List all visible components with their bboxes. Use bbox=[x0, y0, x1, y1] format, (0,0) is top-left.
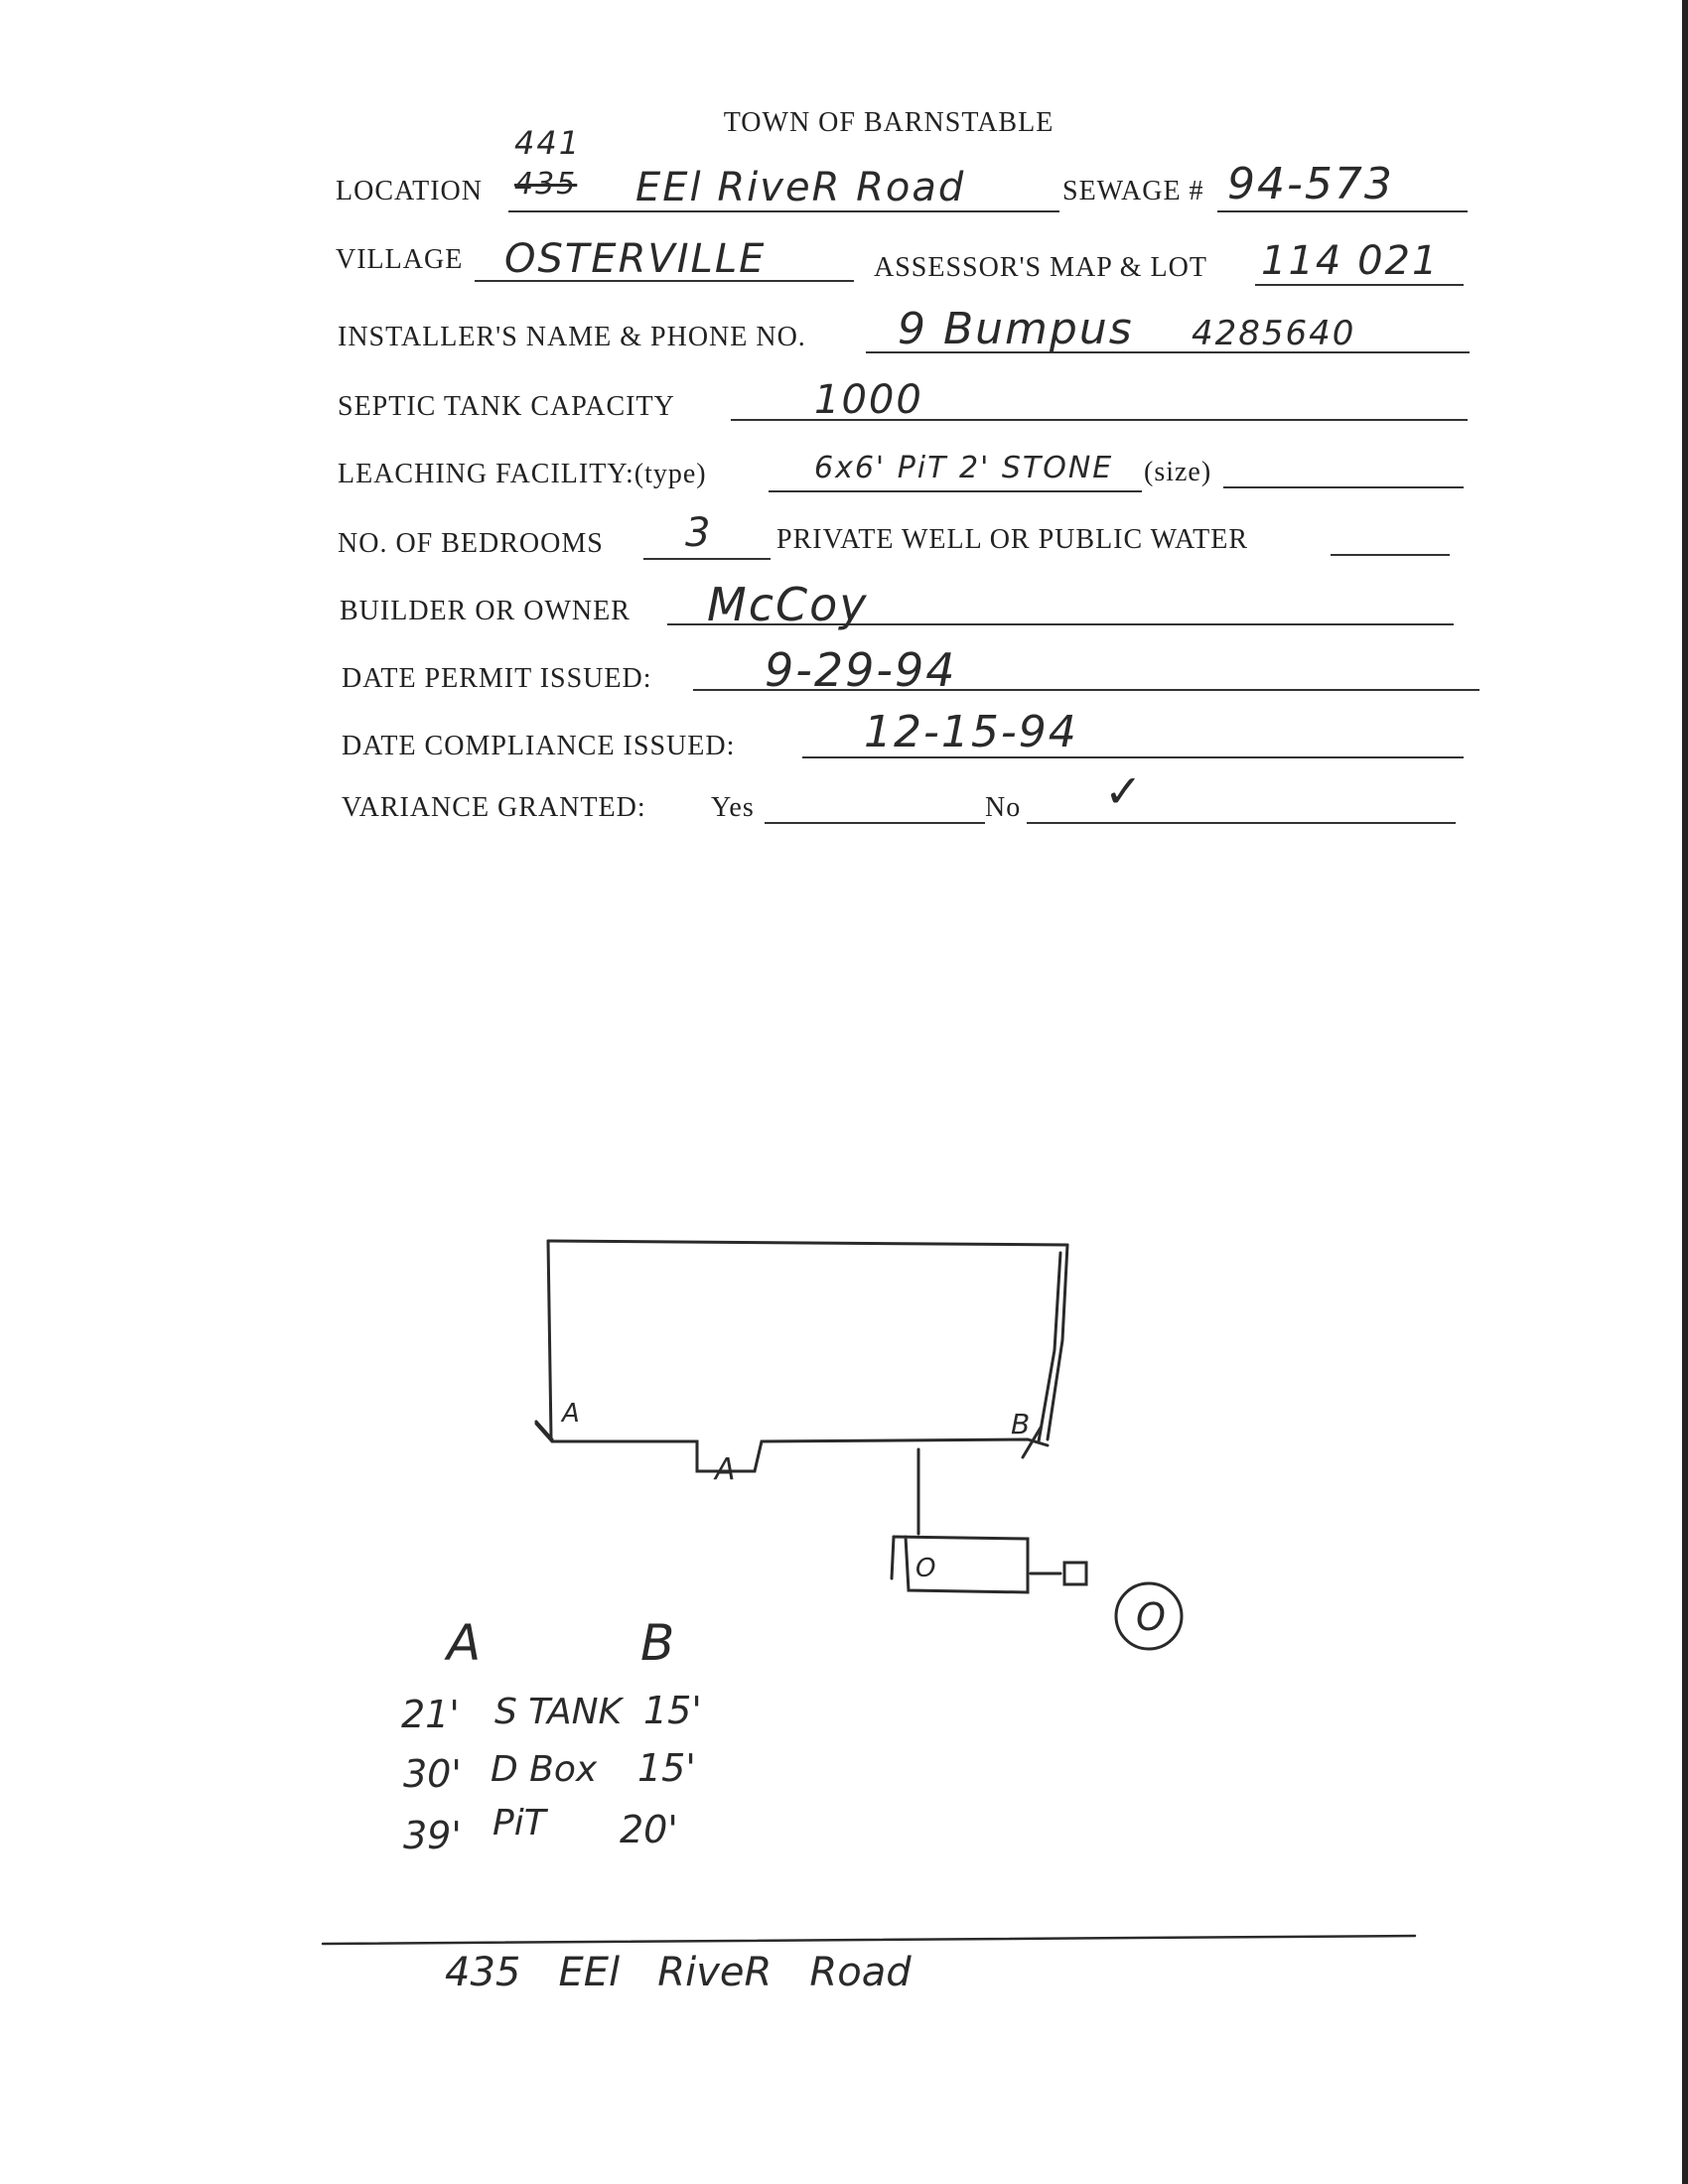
caption-line bbox=[323, 1936, 1415, 1944]
variance-yes-label: Yes bbox=[711, 792, 755, 823]
permit-value: 9-29-94 bbox=[765, 643, 957, 697]
row3-item: PiT bbox=[492, 1803, 546, 1843]
row1-item: S TANK bbox=[494, 1692, 623, 1732]
form-title: TOWN OF BARNSTABLE bbox=[723, 107, 1055, 138]
location-street: EEl RiveR Road bbox=[635, 165, 966, 210]
row2-a: 30' bbox=[403, 1752, 462, 1796]
septic-label: SEPTIC TANK CAPACITY bbox=[338, 391, 675, 422]
door-label: A bbox=[715, 1452, 736, 1487]
row1-b: 15' bbox=[643, 1689, 702, 1732]
sewage-label: SEWAGE # bbox=[1062, 176, 1204, 206]
variance-no-label: No bbox=[985, 792, 1022, 823]
installer-label: INSTALLER'S NAME & PHONE NO. bbox=[338, 322, 806, 352]
row1-a: 21' bbox=[401, 1693, 460, 1736]
street-caption: 435 EEl RiveR Road bbox=[445, 1950, 912, 1995]
village-value: OSTERVILLE bbox=[504, 236, 767, 282]
corner-a-label: A bbox=[562, 1399, 580, 1429]
table-header-a: A bbox=[447, 1614, 482, 1672]
installer-phone: 4285640 bbox=[1192, 314, 1356, 353]
sewage-value: 94-573 bbox=[1227, 159, 1394, 209]
leaching-size-label: (size) bbox=[1144, 457, 1212, 487]
installer-name: 9 Bumpus bbox=[898, 304, 1134, 354]
water-label: PRIVATE WELL OR PUBLIC WATER bbox=[776, 524, 1248, 555]
septic-tank bbox=[894, 1537, 1028, 1592]
house-right-wall-2 bbox=[1039, 1253, 1060, 1441]
row2-b: 15' bbox=[637, 1746, 696, 1790]
assessor-value: 114 021 bbox=[1261, 238, 1440, 284]
variance-label: VARIANCE GRANTED: bbox=[342, 792, 646, 823]
house-right-wall bbox=[1048, 1245, 1067, 1439]
septic-value: 1000 bbox=[814, 377, 923, 423]
builder-value: McCoy bbox=[707, 578, 869, 631]
compliance-value: 12-15-94 bbox=[864, 707, 1078, 757]
leaching-value: 6x6' PiT 2' STONE bbox=[814, 451, 1114, 485]
table-header-b: B bbox=[640, 1614, 675, 1672]
permit-label: DATE PERMIT ISSUED: bbox=[342, 663, 652, 694]
location-number-corrected: 441 bbox=[514, 124, 582, 162]
row2-item: D Box bbox=[491, 1749, 598, 1790]
location-number-struck: 435 bbox=[514, 167, 578, 202]
bedrooms-value: 3 bbox=[685, 510, 713, 556]
row3-a: 39' bbox=[403, 1814, 462, 1857]
builder-label: BUILDER OR OWNER bbox=[340, 596, 631, 626]
leaching-type-label: LEACHING FACILITY:(type) bbox=[338, 459, 707, 489]
tank-label: O bbox=[915, 1554, 936, 1583]
village-label: VILLAGE bbox=[336, 244, 464, 275]
bedrooms-label: NO. OF BEDROOMS bbox=[338, 528, 604, 559]
distribution-box bbox=[1064, 1563, 1086, 1584]
well-label: O bbox=[1136, 1595, 1166, 1639]
variance-no-mark: ✓ bbox=[1104, 764, 1145, 818]
assessor-label: ASSESSOR'S MAP & LOT bbox=[874, 252, 1207, 283]
house-top-wall bbox=[548, 1241, 1067, 1245]
location-label: LOCATION bbox=[336, 176, 483, 206]
row3-b: 20' bbox=[620, 1808, 678, 1851]
house-bottom-wall bbox=[536, 1424, 1048, 1471]
compliance-label: DATE COMPLIANCE ISSUED: bbox=[342, 731, 736, 761]
house-left-wall bbox=[548, 1241, 551, 1437]
corner-b-label: B bbox=[1011, 1408, 1031, 1440]
